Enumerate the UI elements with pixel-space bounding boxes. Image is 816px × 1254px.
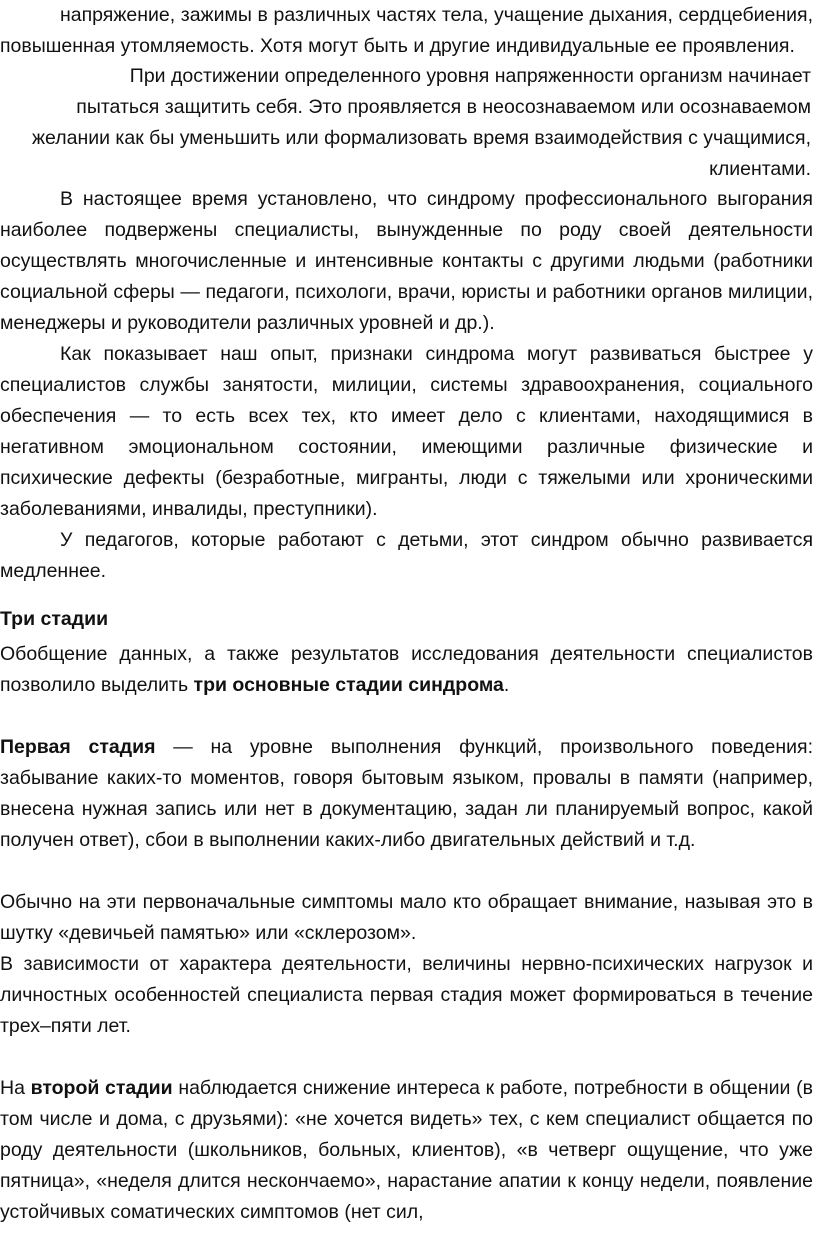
paragraph-3: В настоящее время установлено, что синдрому профессионального выгорания наиболее подвержены специалисты, вынужденные по роду своей деятельности осуществлять многочисленные и интенсивные контакты с другими людьми (работники социальной сферы — педагоги, психологи, врачи, юристы и работники органов милиции, менеджеры и руководители различных уровней и др.).	[0, 188, 813, 334]
section-heading	[0, 605, 816, 633]
section-heading-text: Три стадии	[0, 608, 109, 630]
indented-section	[0, 0, 816, 587]
paragraph-8: Обычно на эти первоначальные симптомы мало кто обращает внимание, называя это в шутку «девичьей памятью» или «склерозом».	[0, 891, 813, 944]
paragraph-10-bold: второй стадии	[30, 1077, 173, 1099]
spacer	[0, 701, 816, 732]
paragraph-4: Как показывает наш опыт, признаки синдрома могут развиваться быстрее у специалистов службы занятости, милиции, системы здравоохранения, социального обеспечения — то есть всех тех, кто имеет дело с клиентами, находящимися в негативном эмоциональном состоянии, имеющими различные физические и психические дефекты (безработные, мигранты, люди с тяжелыми или хроническими заболеваниями, инвалиды, преступники).	[0, 343, 813, 520]
paragraph-7-bold: Первая стадия	[0, 736, 156, 758]
paragraph-10	[0, 1073, 813, 1228]
paragraph-6-bold: три основные стадии синдрома	[193, 674, 504, 696]
paragraph-9: В зависимости от характера деятельности, величины нервно-психических нагрузок и личностных особенностей специалиста первая стадия может формироваться в течение трех–пяти лет.	[0, 953, 813, 1037]
paragraph-1: напряжение, зажимы в различных частях тела, учащение дыхания, сердцебиения, повышенная утомляемость. Хотя могут быть и другие индивидуальные ее проявления.	[0, 4, 813, 57]
paragraph-6	[0, 639, 813, 701]
paragraph-6-end: .	[503, 674, 510, 696]
paragraph-2: При достижении определенного уровня напряженности организм начинает пытаться защитить себя. Это проявляется в неосознаваемом или осознаваемом желании как бы уменьшить или формализовать время взаимодействия с учащимися, клиентами.	[31, 65, 811, 180]
paragraph-6-text: Обобщение данных, а также результатов исследования деятельности специалистов позволило выделить	[0, 643, 813, 696]
paragraph-5: У педагогов, которые работают с детьми, этот синдром обычно развивается медленнее.	[0, 529, 813, 582]
paragraph-10-text: наблюдается снижение интереса к работе, потребности в общении (в том числе и дома, с друзьями): «не хочется видеть» тех, с кем специалист общается по роду деятельности (школьников, больных, клиентов), «в четверг ощущение, что уже пятница», «неделя длится нескончаемо», нарастание апатии к концу недели, появление устойчивых соматических симптомов (нет сил,	[0, 1077, 813, 1223]
spacer	[0, 1042, 816, 1073]
spacer	[0, 856, 816, 887]
paragraph-10-start: На	[0, 1077, 31, 1099]
stages-section	[0, 605, 816, 1228]
paragraph-7-text: — на уровне выполнения функций, произвольного поведения: забывание каких-то моментов, говоря бытовым языком, провалы в памяти (например, внесена нужная запись или нет в документацию, задан ли планируемый вопрос, какой получен ответ), сбои в выполнении каких-либо двигательных действий и т.д.	[0, 736, 813, 851]
paragraph-7	[0, 732, 813, 856]
